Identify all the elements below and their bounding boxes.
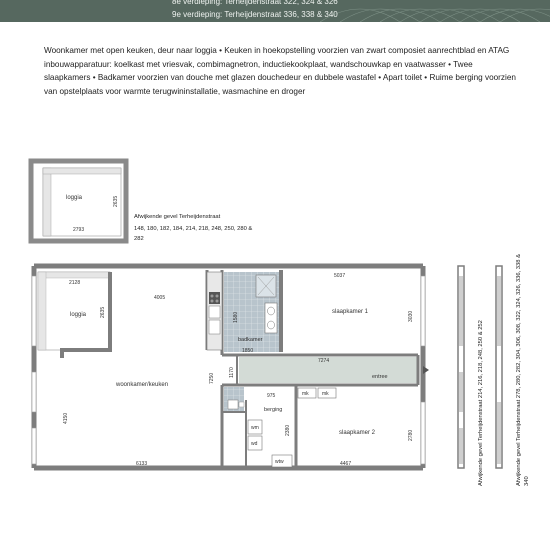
dim-berging-w: 975 xyxy=(267,393,276,399)
berging xyxy=(248,393,292,467)
room-badkamer: badkamer xyxy=(238,337,263,343)
entree-hall xyxy=(229,355,429,398)
small-loggia-dim-h: 2635 xyxy=(113,195,119,207)
room-mk-2: mk xyxy=(322,391,329,397)
dim-berging-h: 2380 xyxy=(285,424,291,436)
room-slaapkamer-1: slaapkamer 1 xyxy=(332,309,369,315)
dim-living-w: 6133 xyxy=(136,461,148,467)
dim-living-h-b: 4150 xyxy=(63,412,69,424)
dim-loggia-h: 2635 xyxy=(100,306,106,318)
dim-kitchen-w: 4005 xyxy=(154,295,166,301)
bathroom xyxy=(224,272,279,354)
room-entree: entree xyxy=(372,374,388,380)
dim-hall-h: 1170 xyxy=(229,367,235,378)
kitchen-counter xyxy=(207,272,222,350)
dim-living-h-a: 7250 xyxy=(209,372,215,384)
toilet xyxy=(224,387,244,411)
dim-bath-w: 1850 xyxy=(242,348,254,354)
dim-sk2-h: 2780 xyxy=(408,429,414,441)
side-note-2: Afwijkende gevel Terheijdenstraat 278, 280, 282, 304, 306, 308, 322, 324, 326, 336, 338 & 340 xyxy=(516,254,530,486)
room-wd: wd xyxy=(251,441,258,447)
room-slaapkamer-2: slaapkamer 2 xyxy=(339,430,376,436)
side-note-1: Afwijkende gevel Terheijdenstraat 214, 216, 218, 248, 250 & 252 xyxy=(478,320,484,486)
room-loggia: loggia xyxy=(70,312,87,318)
small-loggia-dim-w: 2793 xyxy=(73,227,85,233)
dim-bath-h: 1580 xyxy=(233,311,239,323)
dim-sk1-w: 5037 xyxy=(334,273,346,279)
header-line-2: 9e verdieping: Terheijdenstraat 336, 338 & 340 xyxy=(172,10,338,19)
room-wm: wm xyxy=(251,425,259,431)
dim-sk1-h: 3030 xyxy=(408,310,414,322)
room-wtw: wtw xyxy=(275,459,284,465)
dim-entree-w: 7274 xyxy=(318,358,330,364)
note-title: Afwijkende gevel Terheijdenstraat xyxy=(134,214,221,220)
small-loggia xyxy=(31,161,126,241)
room-mk-1: mk xyxy=(302,391,309,397)
room-berging: berging xyxy=(264,407,283,413)
dim-loggia-w: 2128 xyxy=(69,280,81,286)
header-line-1: 8e verdieping: Terheijdenstraat 322, 324 & 326 xyxy=(172,0,338,6)
room-woonkamer: woonkamer/keuken xyxy=(116,382,169,388)
note-numbers: 148, 180, 182, 184, 214, 218, 248, 250, 280 & 282 xyxy=(134,226,253,242)
dim-sk2-w: 4467 xyxy=(340,461,352,467)
description-text: Woonkamer met open keuken, deur naar loggia • Keuken in hoekopstelling voorzien van zwart composiet aanrechtblad en ATAG inbouwapparatuur: koelkast met vriesvak, combimagnetron, inductiekookplaat, wandschouwkap en vaatwasser • Twee slaapkamers • Badkamer voorzien van douche met glazen douchedeur en dubbele wastafel • Apart toilet • Ruime berging voorzien van opstelplaats voor warmte terugwininstallatie, wasmachine en droger xyxy=(44,46,516,96)
small-loggia-label: loggia xyxy=(66,195,83,201)
